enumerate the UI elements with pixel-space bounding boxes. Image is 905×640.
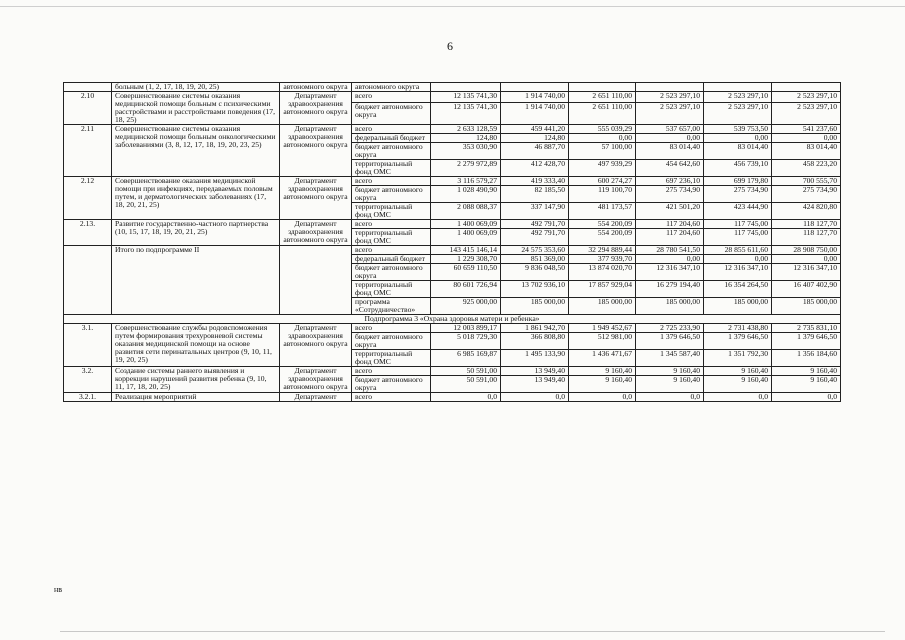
item-department: Департамент здравоохранения автономного округа [280,220,352,246]
amount-year-3: 0,0 [636,393,704,402]
funding-source: автономного округа [352,83,431,92]
amount-year-3: 117 204,60 [636,229,704,246]
item-number: 2.12 [64,177,112,220]
footer-mark: нв [54,585,63,594]
amount-total: 50 591,00 [431,367,501,376]
table-row [64,125,841,134]
amount-year-1: 1 914 740,00 [501,92,569,103]
amount-total: 0,0 [431,393,501,402]
amount-year-4: 117 745,00 [704,229,772,246]
amount-total: 2 088 088,37 [431,203,501,220]
amount-total: 3 116 579,27 [431,177,501,186]
amount-year-5: 0,0 [772,393,841,402]
amount-year-4: 2 523 297,10 [704,92,772,103]
amount-year-3: 2 523 297,10 [636,103,704,125]
funding-source: федеральный бюджет [352,255,431,264]
amount-total: 12 135 741,30 [431,92,501,103]
amount-year-1: 1 861 942,70 [501,324,569,333]
amount-year-3: 537 657,00 [636,125,704,134]
amount-year-2: 481 173,57 [569,203,636,220]
funding-source: территориальный фонд ОМС [352,229,431,246]
item-name: Развитие государственно-частного партнерства (10, 15, 17, 18, 19, 20, 21, 25) [112,220,280,246]
amount-year-1: 1 914 740,00 [501,103,569,125]
amount-year-3: 9 160,40 [636,367,704,376]
amount-year-3: 2 725 233,90 [636,324,704,333]
item-name: Совершенствование оказания медицинской помощи при инфекциях, передаваемых половым путем, и дерматологических заболеваниях (17, 18, 20, 21, 25) [112,177,280,220]
amount-year-1: 82 185,50 [501,186,569,203]
section-header: Подпрограмма 3 «Охрана здоровья матери и ребенка» [64,315,841,324]
amount-year-1: 9 836 048,50 [501,264,569,281]
funding-source: всего [352,367,431,376]
amount-year-3: 117 204,60 [636,220,704,229]
amount-year-2: 119 100,70 [569,186,636,203]
funding-source: территориальный фонд ОМС [352,350,431,367]
amount-year-2: 13 874 020,70 [569,264,636,281]
scan-edge-bottom [60,631,885,632]
amount-year-5: 1 379 646,50 [772,333,841,350]
funding-source: территориальный фонд ОМС [352,281,431,298]
amount-year-5: 700 555,70 [772,177,841,186]
item-number [64,83,112,92]
amount-year-5: 275 734,90 [772,186,841,203]
item-department: Департамент здравоохранения автономного округа [280,177,352,220]
table-row [64,177,841,186]
amount-year-5: 118 127,70 [772,220,841,229]
item-name: Совершенствование системы оказания медицинской помощи больным онкологическими заболеваниями (3, 8, 12, 17, 18, 19, 20, 23, 25) [112,125,280,177]
funding-source: бюджет автономного округа [352,376,431,393]
funding-source: территориальный фонд ОМС [352,203,431,220]
scan-edge-top [0,6,905,7]
amount-total: 1 028 490,90 [431,186,501,203]
item-number: 3.2. [64,367,112,393]
amount-year-4: 2 731 438,80 [704,324,772,333]
funding-source: всего [352,220,431,229]
table-row [64,246,841,255]
amount-total: 12 003 899,17 [431,324,501,333]
amount-year-1: 0,0 [501,393,569,402]
amount-year-5: 16 407 402,90 [772,281,841,298]
section-header-row [64,315,841,324]
amount-year-2: 185 000,00 [569,298,636,315]
amount-year-4: 1 351 792,30 [704,350,772,367]
amount-total: 353 030,90 [431,143,501,160]
amount-year-1: 459 441,20 [501,125,569,134]
item-department: Департамент [280,393,352,402]
item-department: автономного округа [280,83,352,92]
amount-year-5: 83 014,40 [772,143,841,160]
amount-total: 80 601 726,94 [431,281,501,298]
amount-year-1: 492 791,70 [501,229,569,246]
amount-year-4: 0,0 [704,393,772,402]
item-department: Департамент здравоохранения автономного округа [280,92,352,125]
amount-year-4: 539 753,50 [704,125,772,134]
amount-year-1: 337 147,90 [501,203,569,220]
amount-year-5: 9 160,40 [772,376,841,393]
table-row [64,92,841,103]
amount-year-4: 9 160,40 [704,367,772,376]
amount-year-5: 9 160,40 [772,367,841,376]
amount-year-4: 117 745,00 [704,220,772,229]
amount-year-1: 46 887,70 [501,143,569,160]
page-number: 6 [447,39,453,53]
amount-year-4: 185 000,00 [704,298,772,315]
amount-year-4: 275 734,90 [704,186,772,203]
amount-year-4: 423 444,90 [704,203,772,220]
amount-year-2: 9 160,40 [569,376,636,393]
amount-year-3: 275 734,90 [636,186,704,203]
amount-total [431,83,501,92]
amount-year-2: 2 651 110,00 [569,92,636,103]
amount-year-5: 2 523 297,10 [772,103,841,125]
amount-year-3: 1 345 587,40 [636,350,704,367]
amount-year-1: 1 495 133,90 [501,350,569,367]
amount-year-5 [772,83,841,92]
amount-year-1: 412 428,70 [501,160,569,177]
amount-year-5: 118 127,70 [772,229,841,246]
amount-total: 1 400 069,09 [431,220,501,229]
funding-source: всего [352,125,431,134]
amount-year-1 [501,83,569,92]
amount-year-3: 454 642,60 [636,160,704,177]
subtotal-label: Итого по подпрограмме II [112,246,280,315]
amount-year-2: 0,00 [569,134,636,143]
amount-year-2: 1 436 471,67 [569,350,636,367]
item-name: Совершенствование службы родовспоможения путем формирования трехуровневой системы оказания медицинской помощи на основе развития сети перинатальных центров (9, 10, 11, 19, 20, 25) [112,324,280,367]
amount-total: 1 229 308,70 [431,255,501,264]
amount-year-5: 2 735 831,10 [772,324,841,333]
amount-year-2: 600 274,27 [569,177,636,186]
amount-total: 5 018 729,30 [431,333,501,350]
item-number: 3.2.1. [64,393,112,402]
amount-total: 12 135 741,30 [431,103,501,125]
item-department: Департамент здравоохранения автономного округа [280,367,352,393]
amount-year-2: 2 651 110,00 [569,103,636,125]
amount-year-2: 9 160,40 [569,367,636,376]
amount-year-3: 0,00 [636,134,704,143]
table-row [64,367,841,376]
item-department: Департамент здравоохранения автономного округа [280,125,352,177]
table-row [64,83,841,92]
amount-year-3: 697 236,10 [636,177,704,186]
amount-year-3: 185 000,00 [636,298,704,315]
amount-year-4: 28 855 611,60 [704,246,772,255]
amount-year-3: 2 523 297,10 [636,92,704,103]
amount-year-1: 13 949,40 [501,367,569,376]
funding-source: бюджет автономного округа [352,264,431,281]
amount-year-5: 541 237,60 [772,125,841,134]
amount-year-3: 12 316 347,10 [636,264,704,281]
amount-year-5: 424 820,80 [772,203,841,220]
amount-year-1: 492 791,70 [501,220,569,229]
amount-total: 1 400 069,09 [431,229,501,246]
budget-table [63,82,841,402]
amount-year-1: 419 333,40 [501,177,569,186]
amount-year-3: 9 160,40 [636,376,704,393]
amount-year-2: 17 857 929,04 [569,281,636,298]
amount-year-4 [704,83,772,92]
item-number: 2.11 [64,125,112,177]
amount-year-2: 1 949 452,67 [569,324,636,333]
amount-total: 50 591,00 [431,376,501,393]
amount-year-2: 0,0 [569,393,636,402]
amount-total: 60 659 110,50 [431,264,501,281]
amount-year-5: 458 223,20 [772,160,841,177]
amount-year-3: 0,00 [636,255,704,264]
funding-source: всего [352,324,431,333]
amount-year-5: 12 316 347,10 [772,264,841,281]
amount-year-2: 377 939,70 [569,255,636,264]
amount-year-2: 554 200,09 [569,229,636,246]
amount-year-4: 83 014,40 [704,143,772,160]
item-department: Департамент здравоохранения автономного округа [280,324,352,367]
funding-source: бюджет автономного округа [352,186,431,203]
amount-year-3: 83 014,40 [636,143,704,160]
funding-source: федеральный бюджет [352,134,431,143]
item-number: 2.10 [64,92,112,125]
amount-year-4: 456 739,10 [704,160,772,177]
funding-source: всего [352,246,431,255]
item-number: 2.13. [64,220,112,246]
amount-total: 2 279 972,89 [431,160,501,177]
amount-year-5: 0,00 [772,134,841,143]
amount-year-1: 124,80 [501,134,569,143]
amount-year-2: 554 200,09 [569,220,636,229]
amount-year-4: 12 316 347,10 [704,264,772,281]
funding-source: программа «Сотрудничество» [352,298,431,315]
amount-year-2: 512 981,00 [569,333,636,350]
item-number: 3.1. [64,324,112,367]
amount-year-5: 185 000,00 [772,298,841,315]
amount-year-3 [636,83,704,92]
amount-year-4: 16 354 264,50 [704,281,772,298]
amount-year-3: 421 501,20 [636,203,704,220]
amount-year-4: 9 160,40 [704,376,772,393]
amount-year-1: 366 808,80 [501,333,569,350]
amount-year-1: 185 000,00 [501,298,569,315]
funding-source: бюджет автономного округа [352,333,431,350]
amount-year-4: 1 379 646,50 [704,333,772,350]
amount-year-1: 13 702 936,10 [501,281,569,298]
amount-year-2 [569,83,636,92]
table-row [64,393,841,402]
amount-year-4: 2 523 297,10 [704,103,772,125]
amount-year-1: 24 575 353,60 [501,246,569,255]
amount-year-3: 1 379 646,50 [636,333,704,350]
item-number [64,246,112,315]
amount-year-5: 1 356 184,60 [772,350,841,367]
amount-year-5: 28 908 750,00 [772,246,841,255]
amount-year-2: 32 294 889,44 [569,246,636,255]
item-name: Совершенствование системы оказания медицинской помощи больным с психическими расстройствами и расстройствами поведения (17, 18, 25) [112,92,280,125]
funding-source: бюджет автономного округа [352,143,431,160]
item-name: больным (1, 2, 17, 18, 19, 20, 25) [112,83,280,92]
amount-year-3: 16 279 194,40 [636,281,704,298]
table-row [64,220,841,229]
item-name: Создание системы раннего выявления и коррекции нарушений развития ребенка (9, 10, 11, 17, 18, 20, 25) [112,367,280,393]
amount-year-3: 28 780 541,50 [636,246,704,255]
item-department [280,246,352,315]
amount-year-2: 555 039,29 [569,125,636,134]
amount-total: 925 000,00 [431,298,501,315]
amount-year-4: 0,00 [704,255,772,264]
amount-total: 6 985 169,87 [431,350,501,367]
amount-year-4: 699 179,80 [704,177,772,186]
funding-source: территориальный фонд ОМС [352,160,431,177]
amount-year-1: 851 369,00 [501,255,569,264]
table-row [64,324,841,333]
amount-year-2: 497 939,29 [569,160,636,177]
amount-total: 143 415 146,14 [431,246,501,255]
amount-year-4: 0,00 [704,134,772,143]
amount-total: 2 633 128,59 [431,125,501,134]
item-name: Реализация мероприятий [112,393,280,402]
funding-source: всего [352,92,431,103]
funding-source: всего [352,393,431,402]
amount-year-5: 0,00 [772,255,841,264]
amount-year-5: 2 523 297,10 [772,92,841,103]
amount-year-2: 57 100,00 [569,143,636,160]
funding-source: бюджет автономного округа [352,103,431,125]
funding-source: всего [352,177,431,186]
amount-total: 124,80 [431,134,501,143]
amount-year-1: 13 949,40 [501,376,569,393]
